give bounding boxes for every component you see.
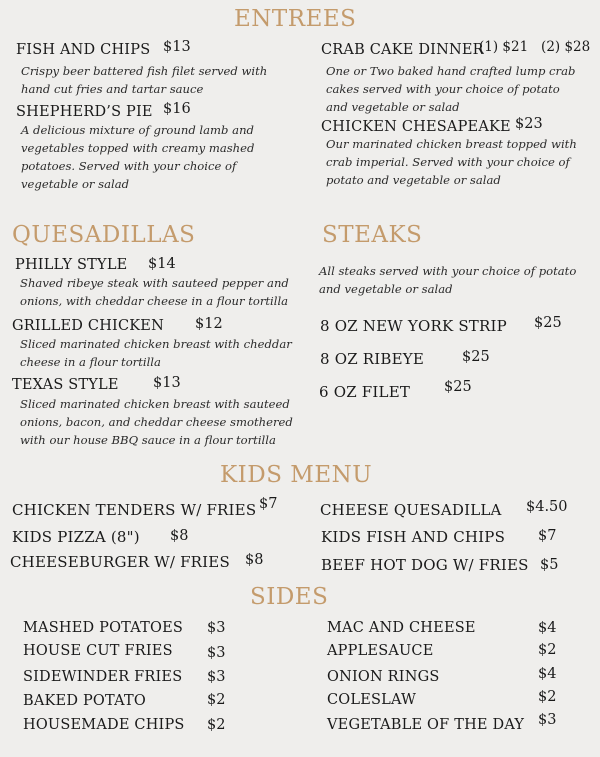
steak-ribeye-price: $25: [462, 349, 490, 365]
steak-new-york-strip-name: 8 OZ NEW YORK STRIP: [320, 317, 507, 335]
kids-cheeseburger-price: $8: [245, 552, 264, 568]
entrees-heading: ENTREES: [234, 6, 357, 32]
kids-cheese-quesadilla-price: $4.50: [526, 499, 568, 515]
side-coleslaw-name: COLESLAW: [327, 692, 417, 708]
entree-chicken-chesapeake-description: Our marinated chicken breast topped with crab imperial. Served with your choice of potato and vegetable or salad: [326, 137, 577, 187]
entree-chicken-chesapeake-name: CHICKEN CHESAPEAKE: [321, 119, 511, 135]
side-housemade-chips-name: HOUSEMADE CHIPS: [23, 717, 185, 733]
side-vegetable-of-the-day-name: VEGETABLE OF THE DAY: [327, 717, 525, 733]
sides-heading: SIDES: [250, 584, 329, 610]
quesadilla-grilled-chicken-name: GRILLED CHICKEN: [12, 318, 164, 334]
steaks-note: All steaks served with your choice of potato and vegetable or salad: [319, 264, 577, 296]
kids-menu-heading: KIDS MENU: [220, 462, 373, 488]
steak-ribeye-name: 8 OZ RIBEYE: [320, 350, 425, 368]
entree-crab-cake-dinner-name: CRAB CAKE DINNER: [321, 42, 484, 58]
quesadilla-philly-style-price: $14: [148, 256, 176, 272]
side-house-cut-fries-price: $3: [207, 645, 226, 661]
side-applesauce-price: $2: [538, 642, 557, 658]
side-mac-and-cheese-price: $4: [538, 620, 557, 636]
steaks-heading: STEAKS: [322, 222, 423, 248]
entree-fish-and-chips-name: FISH AND CHIPS: [16, 42, 151, 58]
entree-chicken-chesapeake-price: $23: [515, 116, 543, 132]
entree-shepherds-pie-price: $16: [163, 101, 191, 117]
quesadilla-grilled-chicken-description: Sliced marinated chicken breast with cheddar cheese in a flour tortilla: [20, 337, 292, 369]
side-house-cut-fries-name: HOUSE CUT FRIES: [23, 643, 173, 659]
kids-cheeseburger-name: CHEESEBURGER W/ FRIES: [10, 553, 230, 571]
kids-cheese-quesadilla-name: CHEESE QUESADILLA: [320, 501, 502, 519]
kids-beef-hot-dog-price: $5: [540, 557, 559, 573]
quesadilla-texas-style-description: Sliced marinated chicken breast with sauteed onions, bacon, and cheddar cheese smothered with our house BBQ sauce in a flour tortilla: [20, 397, 293, 447]
quesadilla-philly-style-description: Shaved ribeye steak with sauteed pepper and onions, with cheddar cheese in a flour tortilla: [20, 276, 289, 308]
kids-beef-hot-dog-name: BEEF HOT DOG W/ FRIES: [321, 556, 529, 574]
side-onion-rings-price: $4: [538, 666, 557, 682]
entree-fish-and-chips-price: $13: [163, 39, 191, 55]
steak-filet-price: $25: [444, 379, 472, 395]
side-onion-rings-name: ONION RINGS: [327, 669, 440, 685]
entree-shepherds-pie-description: A delicious mixture of ground lamb and vegetables topped with creamy mashed potatoes. Served with your choice of vegetable or salad: [21, 123, 255, 191]
kids-fish-and-chips-price: $7: [538, 528, 557, 544]
side-applesauce-name: APPLESAUCE: [327, 643, 434, 659]
entree-crab-cake-dinner-price: (1) $21 (2) $28: [479, 39, 591, 55]
quesadilla-grilled-chicken-price: $12: [195, 316, 223, 332]
side-sidewinder-fries-price: $3: [207, 669, 226, 685]
side-baked-potato-price: $2: [207, 692, 226, 708]
kids-pizza-price: $8: [170, 528, 189, 544]
kids-fish-and-chips-name: KIDS FISH AND CHIPS: [321, 528, 506, 546]
quesadilla-texas-style-name: TEXAS STYLE: [12, 377, 119, 393]
quesadilla-texas-style-price: $13: [153, 375, 181, 391]
kids-pizza-name: KIDS PIZZA (8"): [12, 528, 140, 546]
entree-shepherds-pie-name: SHEPHERD’S PIE: [16, 104, 153, 120]
kids-chicken-tenders-price: $7: [259, 496, 278, 512]
entree-fish-and-chips-description: Crispy beer battered fish filet served with hand cut fries and tartar sauce: [21, 64, 268, 96]
kids-chicken-tenders-name: CHICKEN TENDERS W/ FRIES: [12, 501, 257, 519]
entree-crab-cake-dinner-description: One or Two baked hand crafted lump crab cakes served with your choice of potato and vegetable or salad: [326, 64, 576, 114]
quesadilla-philly-style-name: PHILLY STYLE: [15, 257, 128, 273]
side-housemade-chips-price: $2: [207, 717, 226, 733]
steak-new-york-strip-price: $25: [534, 315, 562, 331]
side-mashed-potatoes-price: $3: [207, 620, 226, 636]
side-sidewinder-fries-name: SIDEWINDER FRIES: [23, 669, 183, 685]
side-mac-and-cheese-name: MAC AND CHEESE: [327, 620, 476, 636]
steak-filet-name: 6 OZ FILET: [319, 383, 411, 401]
side-baked-potato-name: BAKED POTATO: [23, 693, 146, 709]
side-mashed-potatoes-name: MASHED POTATOES: [23, 620, 183, 636]
side-vegetable-of-the-day-price: $3: [538, 712, 557, 728]
side-coleslaw-price: $2: [538, 689, 557, 705]
quesadillas-heading: QUESADILLAS: [12, 222, 196, 248]
